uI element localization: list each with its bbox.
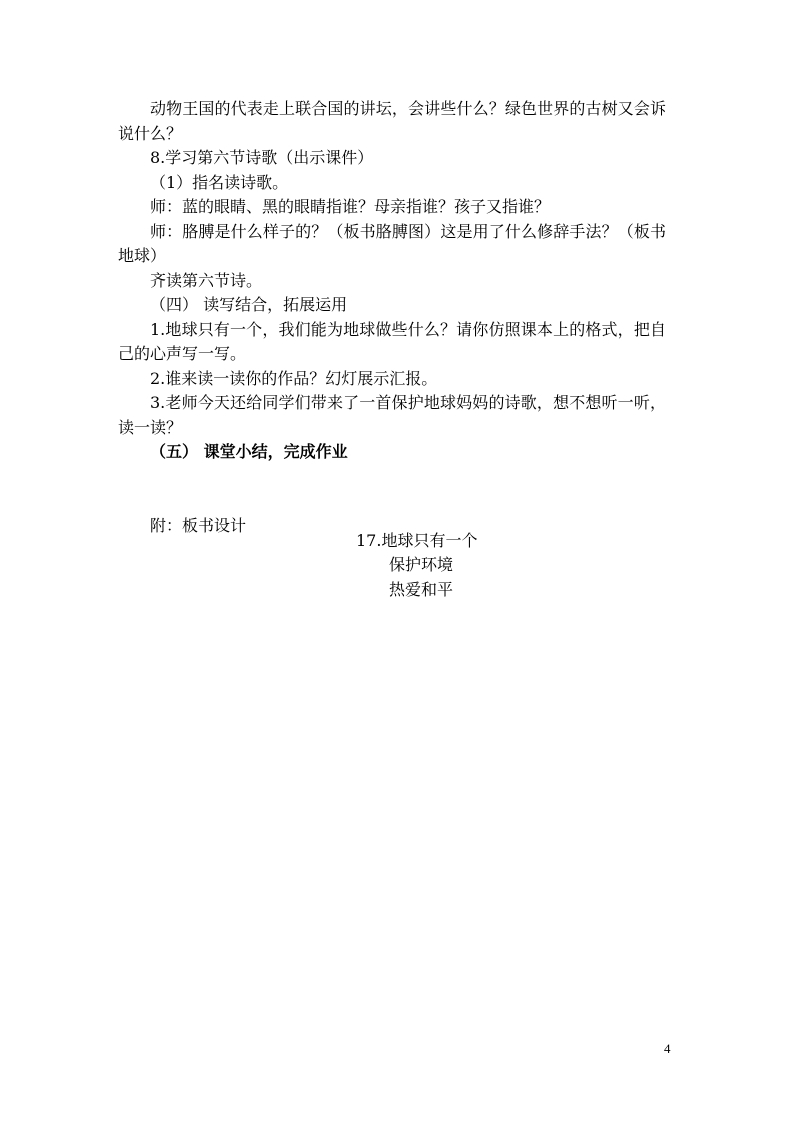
- board-line-1: 保护环境: [389, 555, 454, 574]
- paragraph-5: 师：胳膊是什么样子的？（板书胳膊图）这是用了什么修辞手法？（板书地球）: [118, 221, 666, 265]
- paragraph-3: （1）指名读诗歌。: [150, 172, 289, 192]
- paragraph-2: 8.学习第六节诗歌（出示课件）: [150, 148, 374, 167]
- paragraph-8: 1.地球只有一个，我们能为地球做些什么？请你仿照课本上的格式，把自己的心声写一写。: [118, 319, 666, 363]
- page-number: 4: [664, 1041, 671, 1056]
- board-line-2: 热爱和平: [389, 580, 454, 599]
- paragraph-10: 3.老师今天还给同学们带来了一首保护地球妈妈的诗歌，想不想听一听，读一读？: [118, 393, 666, 437]
- board-design-heading: 附：板书设计: [150, 515, 247, 535]
- body-text: [118, 97, 666, 538]
- paragraph-6: 齐读第六节诗。: [150, 270, 263, 290]
- spacer: [118, 465, 666, 514]
- board-title: 17.地球只有一个: [356, 531, 478, 550]
- paragraph-1: 动物王国的代表走上联合国的讲坛，会讲些什么？绿色世界的古树又会诉说什么？: [118, 99, 666, 143]
- paragraph-7: （四） 读写结合，拓展运用: [150, 295, 348, 314]
- section-heading: （五） 课堂小结，完成作业: [150, 442, 348, 461]
- paragraph-4: 师：蓝的眼睛、黑的眼睛指谁？母亲指谁？孩子又指谁？: [150, 197, 551, 216]
- paragraph-9: 2.谁来读一读你的作品？幻灯展示汇报。: [150, 368, 438, 388]
